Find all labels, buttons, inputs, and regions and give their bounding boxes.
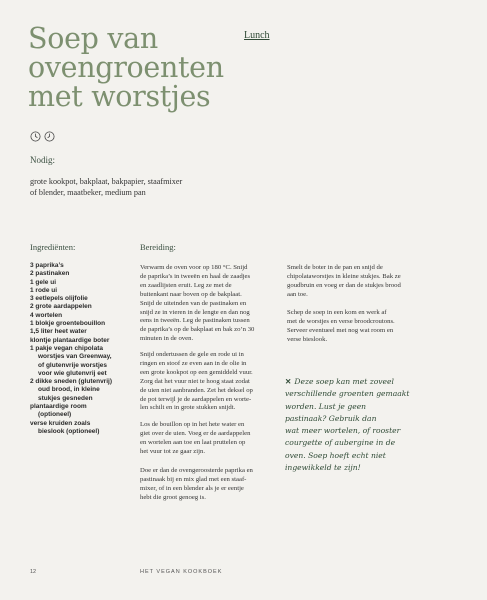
text-line: de uien niet aanbranden. Zet het deksel op xyxy=(140,386,253,394)
recipe-title-line: ovengroenten xyxy=(28,51,224,84)
tip-line: worden. Lust je geen xyxy=(285,401,367,411)
preparation-paragraph xyxy=(140,467,253,503)
text-line: buitenkant naar boven op de bakplaat. xyxy=(140,290,242,298)
tip-line: verschillende groenten gemaakt xyxy=(285,389,410,399)
ingredient-item: worstjes van Greenway, xyxy=(38,353,112,361)
category-label: Lunch xyxy=(244,30,270,41)
text-line: Zorg dat het vuur niet te hoog staat zodat xyxy=(140,377,250,385)
equipment-line: grote kookpot, bakplaat, bakpapier, staafmixer xyxy=(30,177,183,186)
text-line: pastinaak bij en mix glad met een staaf- xyxy=(140,475,247,483)
ingredient-item: 1,5 liter heet water xyxy=(30,328,87,336)
ingredient-item: 2 dikke sneden (glutenvrij) xyxy=(30,378,112,386)
text-line: aan toe. xyxy=(287,290,308,298)
text-line: een grote kookpot op een gemiddeld vuur. xyxy=(140,368,253,376)
ingredient-item: 1 blokje groentebouillon xyxy=(30,320,106,328)
ingredient-item: stukjes gesneden xyxy=(38,394,93,402)
ingredient-item: verse kruiden zoals xyxy=(30,419,91,427)
text-line: minuten in de oven. xyxy=(140,335,194,343)
ingredient-item: 1 rode ui xyxy=(30,286,58,294)
text-line: Doe er dan de ovengeroosterde paprika en xyxy=(140,467,253,474)
ingredient-item: klontje plantaardige boter xyxy=(30,336,110,344)
time-icons xyxy=(30,131,55,142)
text-line: snijd ze in vieren in de lengte en dan nog xyxy=(140,308,250,316)
ingredient-item: 1 pakje vegan chipolata xyxy=(30,344,103,352)
tip-line: courgette of aubergine in de xyxy=(285,438,396,448)
text-line: en zaadlijsten eruit. Leg ze met de xyxy=(140,281,232,289)
recipe-title xyxy=(28,24,238,111)
ingredient-item: voor wie glutenvrij eet xyxy=(38,369,107,377)
equipment-label: Nodig: xyxy=(30,155,56,165)
text-line: de paprika’s in tweeën en haal de zaadjes xyxy=(140,272,251,280)
text-line: eens in tweeën. Leg de pastinaken tussen xyxy=(140,317,250,325)
tip-line: wat meer wortelen, of rooster xyxy=(285,426,401,436)
preparation-paragraph xyxy=(140,264,254,344)
text-line: Verwarm de oven voor op 180 °C. Snijd xyxy=(140,264,248,271)
ingredient-item: oud brood, in kleine xyxy=(38,386,100,394)
recipe-title-line: met worstjes xyxy=(28,80,211,113)
preparation-paragraph xyxy=(140,421,250,457)
equipment-line: of blender, maatbeker, medium pan xyxy=(30,188,146,197)
recipe-title-line: Soep van xyxy=(28,22,158,55)
tip-line xyxy=(285,376,455,388)
preparation-paragraph xyxy=(287,309,395,345)
ingredient-item: (optioneel) xyxy=(38,411,72,419)
text-line: len schilt en in grote stukken snijdt. xyxy=(140,404,236,412)
text-line: Serveer eventueel met nog wat room en xyxy=(287,326,394,334)
preparation-paragraph xyxy=(287,264,401,300)
tip-line: ingewikkeld te zijn! xyxy=(285,463,361,473)
text-line: Schep de soep in een kom en werk af xyxy=(287,309,387,316)
ingredient-item: 4 wortelen xyxy=(30,311,63,319)
text-line: het vuur tot ze gaar zijn. xyxy=(140,447,205,455)
ingredient-item: 2 grote aardappelen xyxy=(30,303,92,311)
equipment-list xyxy=(30,176,235,198)
tip-line: oven. Soep hoeft echt niet xyxy=(285,450,386,460)
tip-text: Deze soep kan met zoveel xyxy=(294,377,394,386)
clock-icon xyxy=(44,131,55,142)
text-line: verse bieslook. xyxy=(287,335,328,343)
text-line: mixer, of in een blender als je er eentje xyxy=(140,484,244,492)
text-line: giet over de uien. Voeg er de aardappelen xyxy=(140,429,251,437)
ingredient-item: 1 gele ui xyxy=(30,278,57,286)
book-title: HET VEGAN KOOKBOEK xyxy=(140,569,223,575)
text-line: goudbruin en voeg er dan de stukjes brood xyxy=(287,281,401,289)
tip-line: pastinaak? Gebruik dan xyxy=(285,413,377,423)
preparation-heading: Bereiding: xyxy=(140,242,176,252)
text-line: hebt die groot genoeg is. xyxy=(140,493,206,501)
text-line: chipolataworstjes in kleine stukjes. Bak ze xyxy=(287,272,401,280)
text-line: Snijd de uiteinden van de pastinaken en xyxy=(140,299,247,307)
ingredients-list xyxy=(30,262,142,436)
text-line: en wortelen aan toe en laat pruttelen op xyxy=(140,438,246,446)
text-line: de pot terwijl je de aardappelen en worte- xyxy=(140,395,252,403)
preparation-paragraph xyxy=(140,351,253,413)
ingredient-item: 3 eetlepels olijfolie xyxy=(30,295,88,303)
ingredient-item: 3 paprika’s xyxy=(30,262,64,269)
text-line: Snijd ondertussen de gele en rode ui in xyxy=(140,351,244,358)
ingredient-item: bieslook (optioneel) xyxy=(38,427,100,435)
ingredient-item: 2 pastinaken xyxy=(30,270,70,278)
cross-icon: ✕ xyxy=(285,377,292,386)
page-number: 12 xyxy=(30,569,37,575)
text-line: Smelt de boter in de pan en snijd de xyxy=(287,264,383,271)
clock-icon xyxy=(30,131,41,142)
text-line: met de worstjes en verse broodcroutons. xyxy=(287,317,395,325)
text-line: ringen en stoof ze even aan in de olie in xyxy=(140,359,247,367)
ingredient-item: of glutenvrije worstjes xyxy=(38,361,107,369)
text-line: de paprika’s op de bakplaat en bak zo’n 30 xyxy=(140,326,255,334)
text-line: Los de bouillon op in het hete water en xyxy=(140,421,245,428)
ingredients-heading: Ingrediënten: xyxy=(30,242,76,252)
ingredient-item: plantaardige room xyxy=(30,403,87,411)
handwritten-tip xyxy=(285,376,455,474)
